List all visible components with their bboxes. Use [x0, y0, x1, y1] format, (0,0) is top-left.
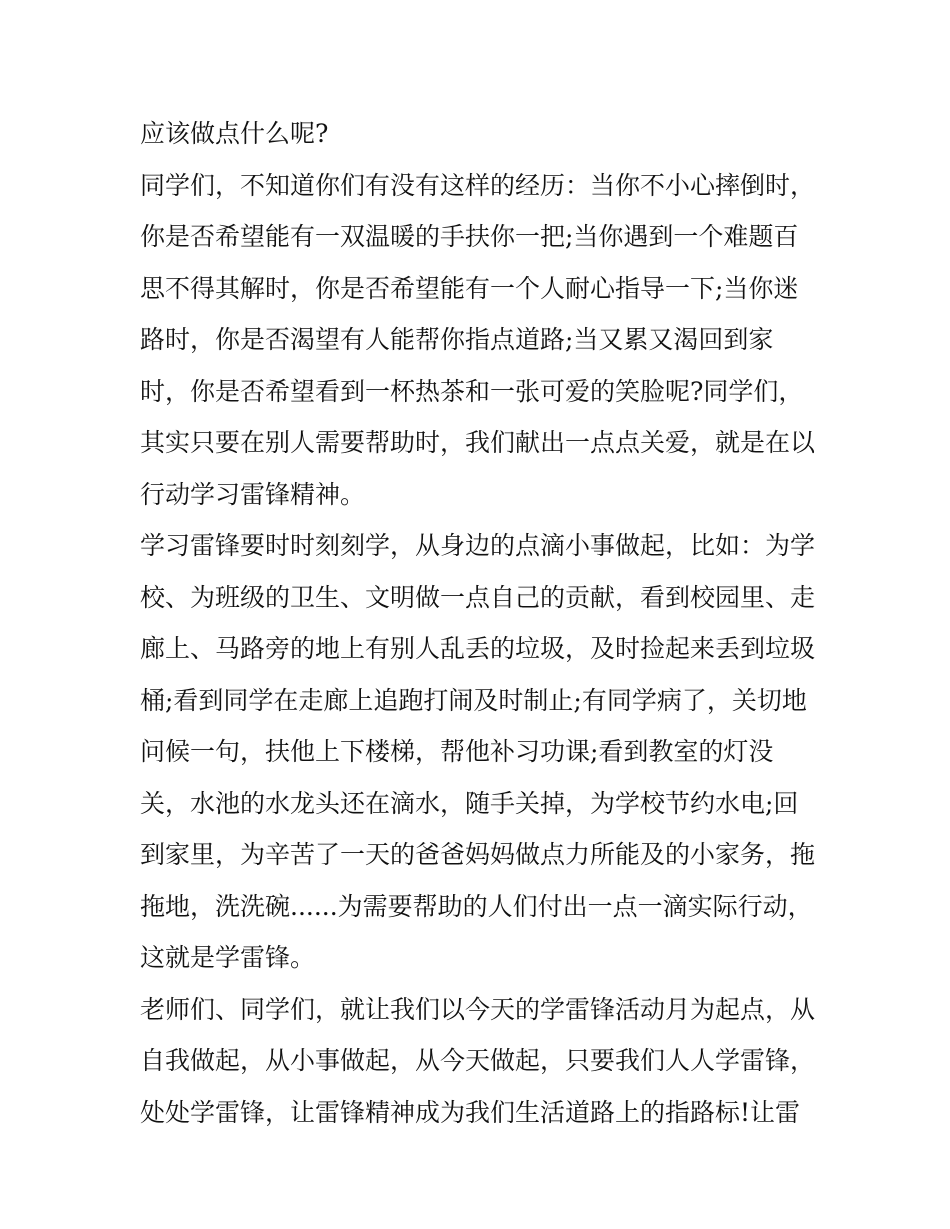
text-line: 思不得其解时，你是否希望能有一个人耐心指导一下;当你迷	[140, 273, 799, 303]
text-line: 桶;看到同学在走廊上追跑打闹及时制止;有同学病了，关切地	[140, 685, 807, 715]
text-line: 路时，你是否渴望有人能帮你指点道路;当又累又渴回到家	[140, 325, 774, 354]
text-line: 处处学雷锋，让雷锋精神成为我们生活道路上的指路标!让雷	[140, 1097, 801, 1127]
text-line: 时，你是否希望看到一杯热茶和一张可爱的笑脸呢?同学们，	[140, 376, 804, 406]
text-line: 老师们、同学们，就让我们以今天的学雷锋活动月为起点，从	[140, 994, 816, 1024]
text-line: 廊上、马路旁的地上有别人乱丢的垃圾，及时捡起来丢到垃圾	[140, 634, 816, 663]
text-line: 同学们，不知道你们有没有这样的经历：当你不小心摔倒时，	[140, 170, 816, 200]
text-line: 问候一句，扶他上下楼梯，帮他补习功课;看到教室的灯没	[140, 737, 774, 766]
text-line: 关，水池的水龙头还在滴水，随手关掉，为学校节约水电;回	[140, 788, 799, 818]
text-line: 这就是学雷锋。	[140, 943, 316, 972]
text-line: 拖地，洗洗碗......为需要帮助的人们付出一点一滴实际行动，	[140, 891, 813, 921]
document-body	[140, 108, 820, 1138]
text-line: 其实只要在别人需要帮助时，我们献出一点点关爱，就是在以	[140, 428, 816, 457]
text-line: 到家里，为辛苦了一天的爸爸妈妈做点力所能及的小家务，拖	[140, 840, 816, 869]
text-line: 行动学习雷锋精神。	[140, 479, 366, 509]
text-line: 应该做点什么呢?	[140, 119, 329, 148]
text-line: 你是否希望能有一双温暖的手扶你一把;当你遇到一个难题百	[140, 222, 799, 251]
text-line: 自我做起，从小事做起，从今天做起，只要我们人人学雷锋，	[140, 1046, 816, 1075]
text-line: 学习雷锋要时时刻刻学，从身边的点滴小事做起，比如：为学	[140, 531, 816, 560]
text-line: 校、为班级的卫生、文明做一点自己的贡献，看到校园里、走	[140, 582, 816, 612]
